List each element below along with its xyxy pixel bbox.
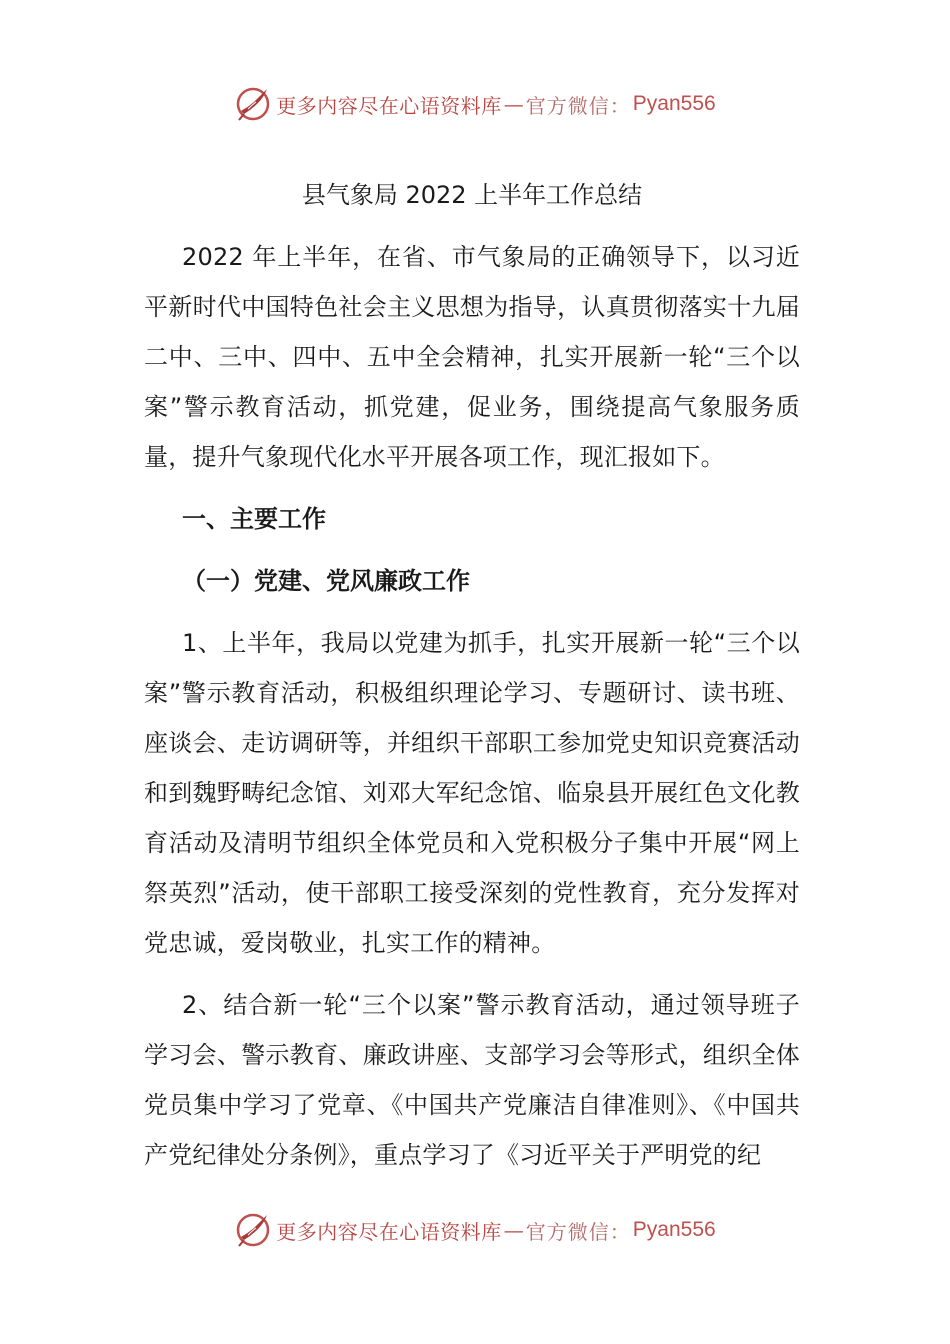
document-body xyxy=(144,170,800,1180)
item-paragraph-1: 1、上半年，我局以党建为抓手，扎实开展新一轮“三个以案”警示教育活动，积极组织理论学习、专题研讨、读书班、座谈会、走访调研等，并组织干部职工参加党史知识竞赛活动和到魏野畴纪念馆、刘邓大军纪念馆、临泉县开展红色文化教育活动及清明节组织全体党员和入党积极分子集中开展“网上祭英烈”活动，使干部职工接受深刻的党性教育，充分发挥对党忠诚，爱岗敬业，扎实工作的精神。 xyxy=(144,629,800,957)
watermark-wechat-id: Pyan556 xyxy=(632,92,716,115)
subsection-heading: （一）党建、党风廉政工作 xyxy=(182,567,470,595)
watermark-official-label: 官方微信： xyxy=(525,1219,631,1244)
watermark-text: 更多内容尽在心语资料库 xyxy=(276,93,502,118)
intro-paragraph: 2022 年上半年，在省、市气象局的正确领导下，以习近平新时代中国特色社会主义思想为指导，认真贯彻落实十九届二中、三中、四中、五中全会精神，扎实开展新一轮“三个以案”警示教育活动，抓党建，促业务，围绕提高气象服务质量，提升气象现代化水平开展各项工作，现汇报如下。 xyxy=(144,243,800,471)
watermark-dash: — xyxy=(503,1218,524,1242)
watermark-official-label: 官方微信： xyxy=(525,93,631,118)
item-paragraph-2: 2、结合新一轮“三个以案”警示教育活动，通过领导班子学习会、警示教育、廉政讲座、支部学习会等形式，组织全体党员集中学习了党章、《中国共产党廉洁自律准则》、《中国共产党纪律处分条例》，重点学习了《习近平关于严明党的纪 xyxy=(144,991,800,1169)
watermark-dash: — xyxy=(503,92,524,116)
watermark-text: 更多内容尽在心语资料库 xyxy=(276,1219,502,1244)
quill-logo-icon xyxy=(234,85,272,123)
watermark-banner-bottom xyxy=(0,1208,950,1252)
document-title: 县气象局 2022 上半年工作总结 xyxy=(301,181,643,209)
quill-logo-icon xyxy=(234,1211,272,1249)
watermark-banner-top xyxy=(0,82,950,126)
watermark-wechat-id: Pyan556 xyxy=(632,1218,716,1241)
section-heading: 一、主要工作 xyxy=(182,505,326,533)
